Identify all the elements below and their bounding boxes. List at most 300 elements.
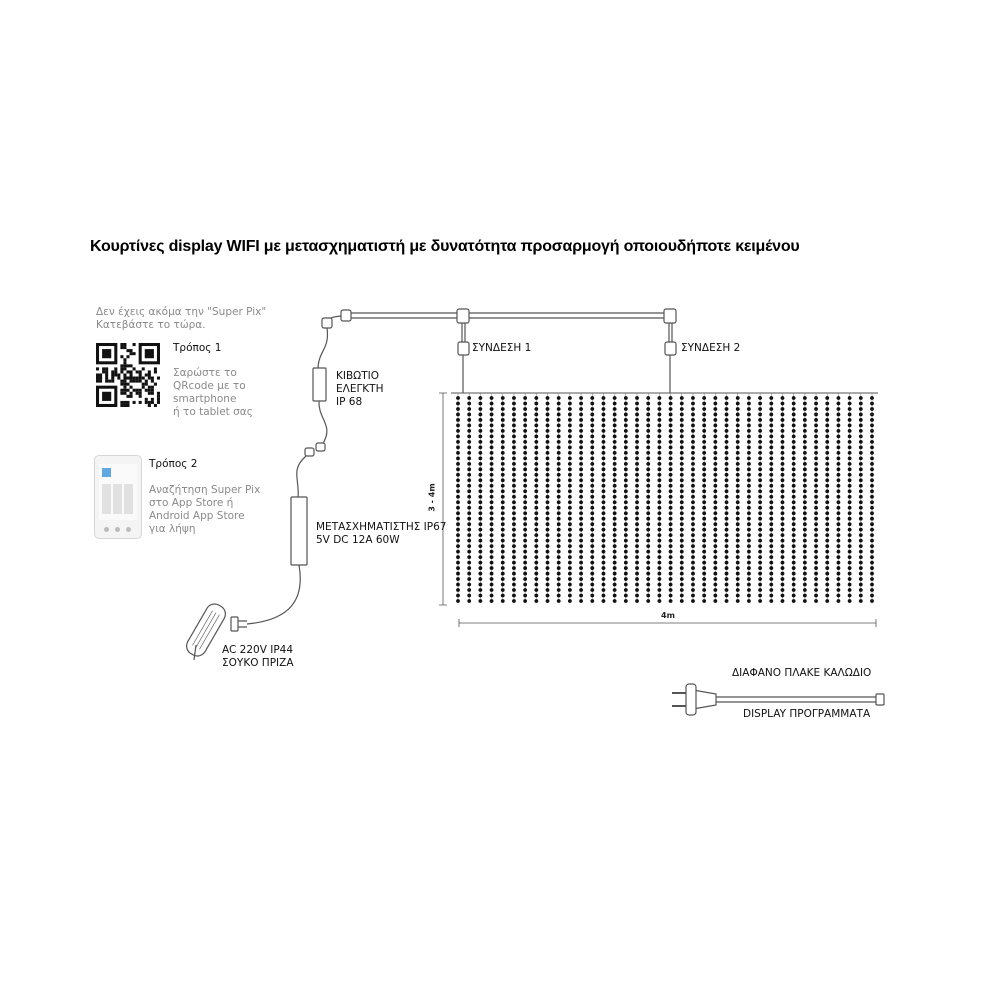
led-dot [736, 572, 740, 576]
method-2-line: στο App Store ή [149, 497, 234, 509]
led-dot [579, 577, 583, 581]
led-dot [736, 489, 740, 493]
width-dimension-label: 4m [661, 611, 675, 620]
led-dot [602, 473, 606, 477]
led-dot [579, 561, 583, 565]
led-dot [713, 451, 717, 455]
led-dot [725, 544, 729, 548]
led-dot [803, 506, 807, 510]
led-dot [769, 517, 773, 521]
led-dot [870, 440, 874, 444]
led-dot [736, 413, 740, 417]
led-dot [602, 522, 606, 526]
led-dot [658, 429, 662, 433]
led-dot [781, 544, 785, 548]
led-dot [702, 424, 706, 428]
led-dot [859, 489, 863, 493]
led-dot [691, 467, 695, 471]
led-dot [557, 407, 561, 411]
led-dot [501, 489, 505, 493]
led-dot [702, 484, 706, 488]
led-dot [512, 517, 516, 521]
led-dot [478, 522, 482, 526]
led-dot [837, 495, 841, 499]
led-dot [781, 484, 785, 488]
led-dot [803, 495, 807, 499]
led-dot [467, 511, 471, 515]
led-dot [478, 418, 482, 422]
led-dot [490, 588, 494, 592]
led-dot [568, 577, 572, 581]
led-dot [803, 528, 807, 532]
led-dot [736, 561, 740, 565]
led-dot [646, 550, 650, 554]
led-dot [646, 435, 650, 439]
led-dot [568, 462, 572, 466]
led-dot [456, 396, 460, 400]
led-dot [602, 566, 606, 570]
led-dot [579, 511, 583, 515]
led-dot [523, 429, 527, 433]
led-dot [490, 456, 494, 460]
led-dot [680, 489, 684, 493]
controller-box [313, 368, 326, 401]
method-1-line: smartphone [173, 393, 237, 405]
led-dot [467, 478, 471, 482]
led-dot [680, 506, 684, 510]
led-dot [837, 467, 841, 471]
led-dot [624, 484, 628, 488]
led-dot [568, 407, 572, 411]
led-dot [646, 467, 650, 471]
led-dot [758, 511, 762, 515]
plug-label [222, 644, 294, 670]
led-dot [713, 429, 717, 433]
led-dot [590, 413, 594, 417]
led-dot [646, 544, 650, 548]
led-dot [747, 435, 751, 439]
led-dot [747, 413, 751, 417]
led-dot [523, 500, 527, 504]
led-dot [534, 396, 538, 400]
led-dot [658, 528, 662, 532]
led-dot [702, 473, 706, 477]
led-dot [691, 583, 695, 587]
led-dot [624, 489, 628, 493]
led-dot [467, 583, 471, 587]
led-dot [870, 566, 874, 570]
led-dot [456, 413, 460, 417]
led-dot [669, 522, 673, 526]
led-dot [725, 467, 729, 471]
led-dot [781, 435, 785, 439]
led-dot [546, 528, 550, 532]
led-dot [769, 588, 773, 592]
led-dot [490, 435, 494, 439]
led-dot [523, 484, 527, 488]
led-dot [490, 407, 494, 411]
led-dot [579, 583, 583, 587]
led-dot [501, 544, 505, 548]
led-dot [870, 467, 874, 471]
led-dot [702, 495, 706, 499]
led-dot [758, 533, 762, 537]
led-dot [713, 440, 717, 444]
led-dot [848, 462, 852, 466]
led-dot [669, 396, 673, 400]
led-dot [635, 407, 639, 411]
led-dot [534, 544, 538, 548]
led-dot [546, 396, 550, 400]
led-dot [490, 495, 494, 499]
led-dot [837, 511, 841, 515]
led-dot [680, 407, 684, 411]
led-dot [803, 402, 807, 406]
led-dot [613, 456, 617, 460]
led-dot [568, 594, 572, 598]
led-dot [624, 445, 628, 449]
led-dot [568, 440, 572, 444]
led-dot [646, 445, 650, 449]
led-dot [467, 561, 471, 565]
led-dot [859, 555, 863, 559]
led-dot [490, 506, 494, 510]
led-dot [646, 429, 650, 433]
led-dot [624, 539, 628, 543]
led-dot [769, 456, 773, 460]
led-dot [646, 511, 650, 515]
led-dot [602, 445, 606, 449]
led-dot [781, 517, 785, 521]
led-dot [825, 440, 829, 444]
led-dot [624, 451, 628, 455]
led-dot [658, 577, 662, 581]
led-dot [702, 435, 706, 439]
method-1-line: QRcode με το [173, 380, 246, 392]
led-dot [590, 396, 594, 400]
led-dot [579, 484, 583, 488]
led-dot [814, 550, 818, 554]
led-dot [702, 451, 706, 455]
led-dot [602, 407, 606, 411]
led-dot [814, 588, 818, 592]
led-dot [747, 407, 751, 411]
led-dot [501, 407, 505, 411]
led-dot [725, 594, 729, 598]
led-dot [769, 413, 773, 417]
led-dot [814, 577, 818, 581]
led-dot [837, 583, 841, 587]
led-dot [467, 451, 471, 455]
led-dot [490, 396, 494, 400]
led-dot [769, 522, 773, 526]
led-dot [680, 528, 684, 532]
led-dot [792, 473, 796, 477]
led-dot [478, 435, 482, 439]
led-dot [814, 583, 818, 587]
led-dot [646, 561, 650, 565]
led-dot [702, 572, 706, 576]
led-dot [713, 577, 717, 581]
led-dot [646, 522, 650, 526]
led-dot [467, 550, 471, 554]
led-dot [736, 528, 740, 532]
led-dot [669, 583, 673, 587]
led-dot [713, 495, 717, 499]
led-dot [825, 500, 829, 504]
led-dot [602, 594, 606, 598]
led-dot [456, 440, 460, 444]
led-dot [478, 583, 482, 587]
led-dot [456, 544, 460, 548]
led-dot [456, 462, 460, 466]
led-dot [602, 506, 606, 510]
led-dot [848, 511, 852, 515]
led-dot [870, 418, 874, 422]
led-dot [478, 506, 482, 510]
led-dot [467, 500, 471, 504]
led-dot [602, 561, 606, 565]
led-dot [848, 566, 852, 570]
led-dot [825, 473, 829, 477]
led-dot [803, 594, 807, 598]
led-dot [870, 424, 874, 428]
led-dot [646, 451, 650, 455]
led-dot [512, 495, 516, 499]
led-dot [803, 583, 807, 587]
led-dot [725, 407, 729, 411]
led-dot [579, 506, 583, 510]
led-dot [613, 506, 617, 510]
led-dot [680, 561, 684, 565]
led-dot [523, 522, 527, 526]
led-dot [478, 478, 482, 482]
led-dot [613, 396, 617, 400]
led-dot [825, 478, 829, 482]
led-dot [590, 462, 594, 466]
led-dot [825, 539, 829, 543]
led-dot [725, 583, 729, 587]
led-dot [467, 566, 471, 570]
led-dot [825, 577, 829, 581]
led-dot [478, 495, 482, 499]
led-dot [534, 467, 538, 471]
led-dot [814, 506, 818, 510]
led-dot [781, 539, 785, 543]
led-dot [691, 561, 695, 565]
led-dot [512, 413, 516, 417]
led-dot [781, 495, 785, 499]
led-dot [837, 445, 841, 449]
led-dot [803, 544, 807, 548]
led-dot [691, 484, 695, 488]
led-dot [747, 473, 751, 477]
led-dot [758, 506, 762, 510]
led-dot [512, 566, 516, 570]
led-dot [769, 577, 773, 581]
led-dot [691, 550, 695, 554]
led-dot [467, 440, 471, 444]
led-dot [725, 495, 729, 499]
led-dot [848, 517, 852, 521]
led-dot [613, 522, 617, 526]
led-dot [501, 402, 505, 406]
led-dot [848, 435, 852, 439]
led-dot [758, 418, 762, 422]
led-dot [478, 555, 482, 559]
led-dot [669, 478, 673, 482]
method-2-line: Αναζήτηση Super Pix [149, 484, 261, 496]
method-2-line: Android App Store [149, 510, 245, 522]
led-dot [602, 462, 606, 466]
led-dot [490, 522, 494, 526]
led-dot [478, 402, 482, 406]
led-dot [501, 451, 505, 455]
led-dot [557, 528, 561, 532]
led-dot [456, 407, 460, 411]
led-dot [669, 599, 673, 603]
led-dot [758, 429, 762, 433]
led-dot [792, 418, 796, 422]
led-dot [691, 594, 695, 598]
led-dot [546, 418, 550, 422]
led-dot [725, 566, 729, 570]
led-dot [602, 500, 606, 504]
led-dot [490, 561, 494, 565]
led-dot [478, 539, 482, 543]
led-dot [579, 402, 583, 406]
led-dot [848, 555, 852, 559]
led-dot [456, 583, 460, 587]
led-dot [669, 495, 673, 499]
led-dot [658, 435, 662, 439]
led-dot [848, 424, 852, 428]
led-dot [837, 429, 841, 433]
led-dot [837, 473, 841, 477]
led-dot [702, 555, 706, 559]
led-dot [490, 555, 494, 559]
led-dot [848, 539, 852, 543]
led-dot [523, 511, 527, 515]
led-dot [837, 539, 841, 543]
led-dot [825, 402, 829, 406]
led-dot [747, 418, 751, 422]
led-dot [803, 429, 807, 433]
led-dot [825, 489, 829, 493]
transformer-label-line: 5V DC 12A 60W [316, 534, 400, 546]
led-dot [568, 550, 572, 554]
led-dot [848, 478, 852, 482]
led-dot [546, 533, 550, 537]
led-dot [512, 462, 516, 466]
led-dot [848, 533, 852, 537]
led-dot [792, 462, 796, 466]
led-dot [646, 407, 650, 411]
led-dot [602, 517, 606, 521]
led-dot [837, 533, 841, 537]
led-dot [814, 528, 818, 532]
led-dot [624, 528, 628, 532]
led-dot [848, 467, 852, 471]
led-dot [546, 456, 550, 460]
led-dot [702, 544, 706, 548]
led-dot [769, 435, 773, 439]
led-dot [870, 544, 874, 548]
led-dot [814, 522, 818, 526]
led-dot [702, 489, 706, 493]
led-dot [523, 451, 527, 455]
led-dot [870, 583, 874, 587]
led-dot [803, 484, 807, 488]
led-dot [702, 511, 706, 515]
led-dot [613, 489, 617, 493]
led-dot [624, 473, 628, 477]
led-dot [691, 473, 695, 477]
led-dot [803, 588, 807, 592]
led-dot [870, 451, 874, 455]
led-dot [501, 583, 505, 587]
led-dot [557, 418, 561, 422]
led-dot [602, 539, 606, 543]
led-dot [747, 445, 751, 449]
led-dot [658, 440, 662, 444]
led-dot [747, 555, 751, 559]
led-dot [590, 429, 594, 433]
led-dot [736, 577, 740, 581]
led-dot [859, 506, 863, 510]
led-dot [512, 429, 516, 433]
led-dot [769, 489, 773, 493]
led-dot [490, 539, 494, 543]
led-dot [546, 407, 550, 411]
led-dot [467, 407, 471, 411]
led-dot [781, 407, 785, 411]
led-dot [512, 572, 516, 576]
led-dot [523, 550, 527, 554]
led-dot [568, 506, 572, 510]
led-dot [680, 522, 684, 526]
led-dot [579, 594, 583, 598]
led-dot [725, 528, 729, 532]
led-dot [769, 478, 773, 482]
led-dot [568, 396, 572, 400]
led-dot [512, 424, 516, 428]
led-dot [803, 599, 807, 603]
led-dot [579, 473, 583, 477]
led-dot [803, 561, 807, 565]
led-dot [534, 572, 538, 576]
led-dot [557, 511, 561, 515]
led-dot [602, 489, 606, 493]
led-dot [523, 396, 527, 400]
led-dot [825, 467, 829, 471]
led-dot [848, 599, 852, 603]
led-dot [624, 561, 628, 565]
led-dot [568, 511, 572, 515]
led-dot [512, 506, 516, 510]
led-dot [814, 445, 818, 449]
led-dot [669, 539, 673, 543]
led-dot [501, 539, 505, 543]
led-dot [870, 522, 874, 526]
led-dot [747, 402, 751, 406]
led-dot [646, 424, 650, 428]
led-dot [546, 489, 550, 493]
height-dimension-label: 3 - 4m [427, 483, 437, 512]
led-dot [848, 550, 852, 554]
led-dot [590, 506, 594, 510]
led-dot [747, 451, 751, 455]
